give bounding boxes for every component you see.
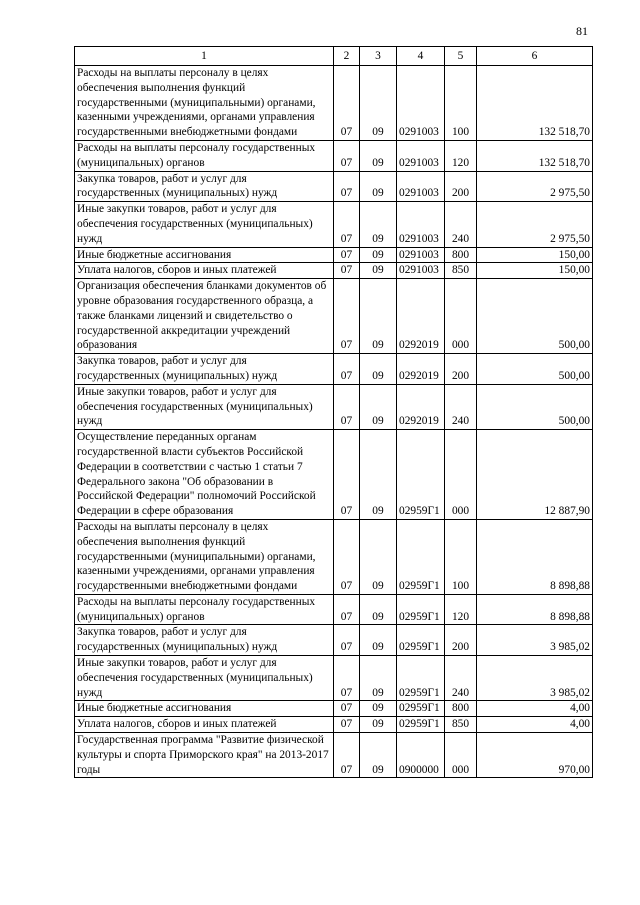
row-name: Уплата налогов, сборов и иных платежей — [75, 717, 334, 733]
amount: 4,00 — [477, 717, 593, 733]
subsection-code: 09 — [360, 733, 397, 778]
header-col-4: 4 — [397, 47, 445, 66]
budget-table — [74, 46, 593, 778]
row-name: Расходы на выплаты персоналу в целях обеспечения выполнения функций государственными (муниципальными) органами, казенными учреждениями, органами управления государственными внебюджетными фондами — [75, 66, 334, 141]
expense-type-code: 120 — [445, 594, 477, 625]
amount: 12 887,90 — [477, 430, 593, 520]
amount: 132 518,70 — [477, 66, 593, 141]
expense-type-code: 240 — [445, 656, 477, 701]
target-article-code: 0292019 — [397, 279, 445, 354]
subsection-code: 09 — [360, 140, 397, 171]
table-header-row — [75, 47, 593, 66]
section-code: 07 — [334, 279, 360, 354]
subsection-code: 09 — [360, 717, 397, 733]
amount: 2 975,50 — [477, 202, 593, 247]
target-article-code: 0291003 — [397, 66, 445, 141]
table-row — [75, 202, 593, 247]
table-row — [75, 263, 593, 279]
row-name: Закупка товаров, работ и услуг для государственных (муниципальных) нужд — [75, 625, 334, 656]
expense-type-code: 100 — [445, 519, 477, 594]
target-article-code: 0291003 — [397, 263, 445, 279]
target-article-code: 0291003 — [397, 202, 445, 247]
amount: 150,00 — [477, 263, 593, 279]
expense-type-code: 240 — [445, 202, 477, 247]
section-code: 07 — [334, 625, 360, 656]
expense-type-code: 000 — [445, 733, 477, 778]
row-name: Расходы на выплаты персоналу в целях обеспечения выполнения функций государственными (муниципальными) органами, казенными учреждениями, органами управления государственными внебюджетными фондами — [75, 519, 334, 594]
row-name: Закупка товаров, работ и услуг для государственных (муниципальных) нужд — [75, 354, 334, 385]
table-row — [75, 519, 593, 594]
target-article-code: 02959Г1 — [397, 430, 445, 520]
section-code: 07 — [334, 202, 360, 247]
amount: 500,00 — [477, 279, 593, 354]
section-code: 07 — [334, 717, 360, 733]
target-article-code: 02959Г1 — [397, 656, 445, 701]
expense-type-code: 850 — [445, 263, 477, 279]
table-row — [75, 354, 593, 385]
target-article-code: 0292019 — [397, 384, 445, 429]
section-code: 07 — [334, 247, 360, 263]
amount: 132 518,70 — [477, 140, 593, 171]
subsection-code: 09 — [360, 263, 397, 279]
amount: 150,00 — [477, 247, 593, 263]
subsection-code: 09 — [360, 430, 397, 520]
section-code: 07 — [334, 66, 360, 141]
expense-type-code: 800 — [445, 247, 477, 263]
expense-type-code: 000 — [445, 430, 477, 520]
subsection-code: 09 — [360, 384, 397, 429]
expense-type-code: 100 — [445, 66, 477, 141]
amount: 8 898,88 — [477, 594, 593, 625]
target-article-code: 0291003 — [397, 247, 445, 263]
target-article-code: 02959Г1 — [397, 717, 445, 733]
subsection-code: 09 — [360, 279, 397, 354]
target-article-code: 0291003 — [397, 171, 445, 202]
table-row — [75, 247, 593, 263]
section-code: 07 — [334, 263, 360, 279]
subsection-code: 09 — [360, 202, 397, 247]
amount: 2 975,50 — [477, 171, 593, 202]
amount: 970,00 — [477, 733, 593, 778]
table-row — [75, 594, 593, 625]
header-col-5: 5 — [445, 47, 477, 66]
expense-type-code: 200 — [445, 171, 477, 202]
row-name: Иные закупки товаров, работ и услуг для обеспечения государственных (муниципальных) нужд — [75, 202, 334, 247]
row-name: Расходы на выплаты персоналу государственных (муниципальных) органов — [75, 594, 334, 625]
amount: 3 985,02 — [477, 656, 593, 701]
expense-type-code: 000 — [445, 279, 477, 354]
subsection-code: 09 — [360, 625, 397, 656]
table-row — [75, 733, 593, 778]
target-article-code: 0291003 — [397, 140, 445, 171]
subsection-code: 09 — [360, 656, 397, 701]
section-code: 07 — [334, 701, 360, 717]
header-col-1: 1 — [75, 47, 334, 66]
target-article-code: 0900000 — [397, 733, 445, 778]
page-number: 81 — [576, 24, 588, 38]
row-name: Закупка товаров, работ и услуг для государственных (муниципальных) нужд — [75, 171, 334, 202]
expense-type-code: 850 — [445, 717, 477, 733]
target-article-code: 02959Г1 — [397, 701, 445, 717]
section-code: 07 — [334, 384, 360, 429]
table-row — [75, 701, 593, 717]
expense-type-code: 200 — [445, 625, 477, 656]
section-code: 07 — [334, 519, 360, 594]
expense-type-code: 800 — [445, 701, 477, 717]
row-name: Государственная программа "Развитие физической культуры и спорта Приморского края" на 2013-2017 годы — [75, 733, 334, 778]
row-name: Иные бюджетные ассигнования — [75, 701, 334, 717]
table-row — [75, 625, 593, 656]
amount: 500,00 — [477, 384, 593, 429]
row-name: Иные закупки товаров, работ и услуг для обеспечения государственных (муниципальных) нужд — [75, 656, 334, 701]
table-row — [75, 171, 593, 202]
table-row — [75, 279, 593, 354]
target-article-code: 02959Г1 — [397, 625, 445, 656]
header-col-6: 6 — [477, 47, 593, 66]
header-col-3: 3 — [360, 47, 397, 66]
target-article-code: 0292019 — [397, 354, 445, 385]
subsection-code: 09 — [360, 66, 397, 141]
table-row — [75, 66, 593, 141]
section-code: 07 — [334, 140, 360, 171]
row-name: Осуществление переданных органам государственной власти субъектов Российской Федерации в соответствии с частью 1 статьи 7 Федерального закона "Об образовании в Российской Федерации" полномочий Российской Федерации в сфере образования — [75, 430, 334, 520]
subsection-code: 09 — [360, 701, 397, 717]
subsection-code: 09 — [360, 519, 397, 594]
row-name: Организация обеспечения бланками документов об уровне образования государственного образца, а также бланками лицензий и свидетельство о государственной аккредитации учреждений образования — [75, 279, 334, 354]
subsection-code: 09 — [360, 247, 397, 263]
table-row — [75, 656, 593, 701]
row-name: Иные бюджетные ассигнования — [75, 247, 334, 263]
table-row — [75, 717, 593, 733]
subsection-code: 09 — [360, 354, 397, 385]
table-row — [75, 140, 593, 171]
table-row — [75, 430, 593, 520]
subsection-code: 09 — [360, 171, 397, 202]
expense-type-code: 120 — [445, 140, 477, 171]
target-article-code: 02959Г1 — [397, 519, 445, 594]
amount: 500,00 — [477, 354, 593, 385]
amount: 4,00 — [477, 701, 593, 717]
row-name: Расходы на выплаты персоналу государственных (муниципальных) органов — [75, 140, 334, 171]
section-code: 07 — [334, 354, 360, 385]
section-code: 07 — [334, 594, 360, 625]
target-article-code: 02959Г1 — [397, 594, 445, 625]
row-name: Иные закупки товаров, работ и услуг для обеспечения государственных (муниципальных) нужд — [75, 384, 334, 429]
expense-type-code: 200 — [445, 354, 477, 385]
table-row — [75, 384, 593, 429]
header-col-2: 2 — [334, 47, 360, 66]
subsection-code: 09 — [360, 594, 397, 625]
section-code: 07 — [334, 733, 360, 778]
section-code: 07 — [334, 656, 360, 701]
section-code: 07 — [334, 430, 360, 520]
section-code: 07 — [334, 171, 360, 202]
amount: 3 985,02 — [477, 625, 593, 656]
row-name: Уплата налогов, сборов и иных платежей — [75, 263, 334, 279]
expense-type-code: 240 — [445, 384, 477, 429]
amount: 8 898,88 — [477, 519, 593, 594]
